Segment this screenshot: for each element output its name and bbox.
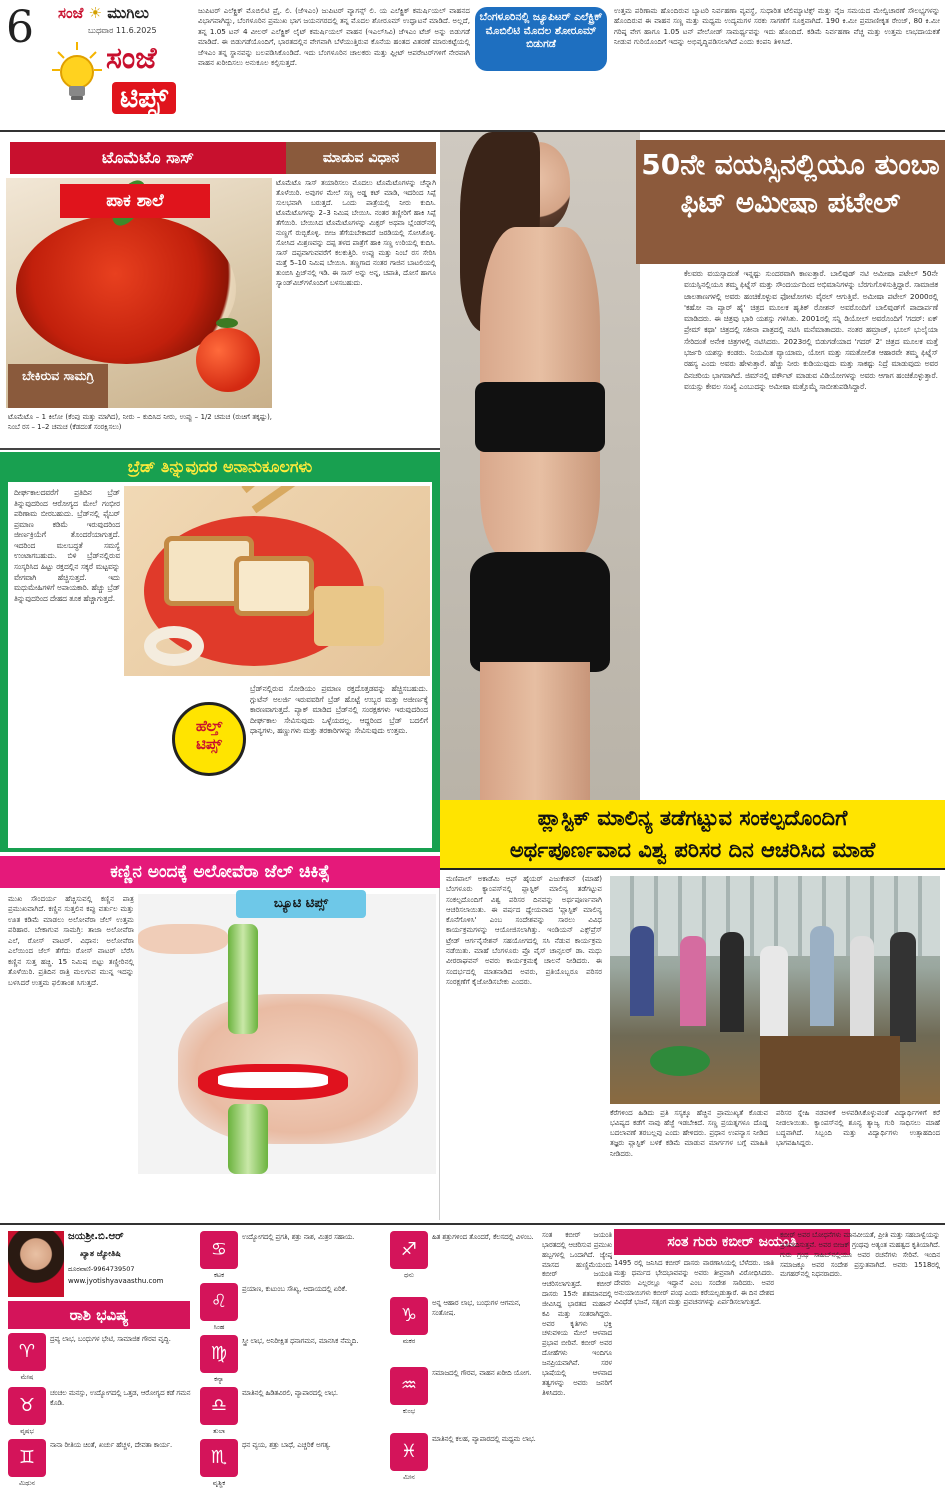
issue-date: ಬುಧವಾರ 11.6.2025 — [88, 26, 157, 35]
leo-icon: ♌ — [200, 1283, 238, 1321]
section-title-line1: ಸಂಜೆ — [106, 41, 157, 76]
aloe-body: ಮುಖ ಸೌಂದರ್ಯ ಹೆಚ್ಚಿಸುವಲ್ಲಿ ಕಣ್ಣಿನ ಪಾತ್ರ ಪ್ರಮುಖವಾಗಿದೆ. ಕಣ್ಣಿನ ಸುತ್ತಲಿನ ಕಪ್ಪು ವರ್ತುಲ ಮತ್ತು ಊತ ಕಡಿಮೆ ಮಾಡಲು ಅಲೋವೆರಾ ಜೆಲ್ ಉತ್ತಮ ಪರಿಹಾರ. ಬೇಕಾಗುವ ಸಾಮಗ್ರಿ: ತಾಜಾ ಅಲೋವೆರಾ ಎಲೆ, ರೋಸ್ ವಾಟರ್. ವಿಧಾನ: ಅಲೋವೆರಾ ಎಲೆಯಿಂದ ಜೆಲ್ ತೆಗೆದು ರೋಸ್ ವಾಟರ್ ಬೆರೆಸಿ ಕಣ್ಣಿನ ಸುತ್ತ ಹಚ್ಚಿ. 15 ನಿಮಿಷ ಬಿಟ್ಟು ತಣ್ಣೀರಿನಲ್ಲಿ ತೊಳೆಯಿರಿ. ಪ್ರತಿದಿನ ರಾತ್ರಿ ಮಲಗುವ ಮುನ್ನ ಇದನ್ನು ಬಳಸಿದರೆ ಉತ್ತಮ ಫಲಿತಾಂಶ ಸಿಗುತ್ತದೆ. — [8, 894, 134, 987]
rashi-sagittarius: ಹಿತ ಶತ್ರುಗಳಿಂದ ತೊಂದರೆ, ಕೆಲಸದಲ್ಲಿ ವಿಳಂಬ. — [432, 1233, 534, 1241]
top-story-col1: ಜುಪಿಟರ್ ಎಲೆಕ್ಟ್ರಿಕ್ ಮೊಬಿಲಿಟಿ ಪ್ರೈ. ಲಿ. (ಜೆಇಎಂ) ಜುಪಿಟರ್ ವ್ಯಾಗನ್ಸ್ ಲಿ. ಯ ಎಲೆಕ್ಟ್ರಿಕ್ ಕಮರ್ಷಿಯಲ್ ವಾಹನದ ವಿಭಾಗವಾಗಿದ್ದು, ಬೆಂಗಳೂರಿನ ಪ್ರಮುಖ ಭಾಗ ಜಯನಗರದಲ್ಲಿ ತನ್ನ ಮೊದಲ ಶೋರೂಮ್ ಉದ್ಘಾಟನೆ ಮಾಡಿದೆ. ಅಲ್ಲದೆ, ತನ್ನ 1.05 ಟನ್ 4 ವೀಲರ್ ಎಲೆಕ್ಟ್ರಿಕ್ ಲೈಟ್ ಕಮರ್ಷಿಯಲ್ ವಾಹನ (ಇಎಲ್‌ಸಿವಿ) ಜೆಇಎಂ ಟೆಜ್ ಅನ್ನು ಬಿಡುಗಡೆ ಮಾಡಿದೆ. ಈ ಬಿಡುಗಡೆಯೊಂದಿಗೆ, ಭಾರತದಲ್ಲಿನ ವೇಗವಾಗಿ ಬೆಳೆಯುತ್ತಿರುವ ಕೊನೆಯ ಹಂತದ ವಿತರಣೆ ಮಾರುಕಟ್ಟೆಯಲ್ಲಿ ಜೆಇಎಂ ತನ್ನ ಸ್ಥಾನವನ್ನು ಬಲಪಡಿಸಿಕೊಂಡಿದೆ. ಇದು ಬೆಂಗಳೂರಿನ ಚಾಲಕರು ಮತ್ತು ಫ್ಲೀಟ್ ಆಪರೇಟರ್‌ಗಳಿಗೆ ನೇರವಾಗಿ ವಾಹನ ಖರೀದಿಸಲು ಅನುಕೂಲ ಕಲ್ಪಿಸುತ್ತದೆ. — [198, 6, 470, 68]
top-story-col2: ಉತ್ತಮ ಪರಿಣಾಮ ಹೊಂದಿರುವ ಬ್ಯಾಟರಿ ನಿರ್ವಹಣಾ ವ್ಯವಸ್ಥೆ, ಸುಧಾರಿತ ಟೆಲಿಮ್ಯಾಟಿಕ್ಸ್ ಮತ್ತು ನೈಜ ಸಮಯದ ಮೇಲ್ವಿಚಾರಣೆ ಸೌಲಭ್ಯಗಳನ್ನು ಹೊಂದಿರುವ ಈ ವಾಹನ ಸಣ್ಣ ಮತ್ತು ಮಧ್ಯಮ ಉದ್ಯಮಗಳ ಸರಕು ಸಾಗಣೆಗೆ ಸೂಕ್ತವಾಗಿದೆ. 190 ಕಿ.ಮೀ ಪ್ರಮಾಣೀಕೃತ ರೇಂಜ್, 80 ಕಿ.ಮೀ ಗರಿಷ್ಠ ವೇಗ ಹಾಗೂ 1.05 ಟನ್ ಪೇಲೋಡ್ ಸಾಮರ್ಥ್ಯವನ್ನು ಇದು ಹೊಂದಿದೆ. ಕಡಿಮೆ ನಿರ್ವಹಣಾ ವೆಚ್ಚ ಮತ್ತು ಉತ್ತಮ ಲಾಭದಾಯಕತೆ ನೀಡುವ ಗುರಿಯೊಂದಿಗೆ ಇದನ್ನು ಅಭಿವೃದ್ಧಿಪಡಿಸಲಾಗಿದೆ ಎಂದು ಕಂಪನಿ ತಿಳಿಸಿದೆ. — [614, 6, 940, 47]
aloe-title: ಕಣ್ಣಿನ ಅಂದಕ್ಕೆ ಅಲೋವೆರಾ ಜೆಲ್ ಚಿಕಿತ್ಸೆ — [0, 856, 440, 888]
rashi-scorpio: ಧನ ವ್ಯಯ, ಶತ್ರು ಬಾಧೆ, ಎಚ್ಚರಿಕೆ ಅಗತ್ಯ. — [242, 1441, 331, 1449]
recipe-method: ಟೊಮೆಟೊ ಸಾಸ್ ತಯಾರಿಸಲು ಮೊದಲು ಟೊಮೆಟೊಗಳನ್ನು ಚೆನ್ನಾಗಿ ತೊಳೆಯಿರಿ. ಅವುಗಳ ಮೇಲೆ ಸಣ್ಣ ಅಡ್ಡ ಕಟ್ ಮಾಡಿ, ಇದರಿಂದ ಸಿಪ್ಪೆ ಸುಲಭವಾಗಿ ಬರುತ್ತದೆ. ಒಂದು ಪಾತ್ರೆಯಲ್ಲಿ ನೀರು ಕುದಿಸಿ. ಟೊಮೆಟೊಗಳನ್ನು 2–3 ನಿಮಿಷ ಬೇಯಿಸಿ. ನಂತರ ತಣ್ಣೀರಿಗೆ ಹಾಕಿ ಸಿಪ್ಪೆ ತೆಗೆಯಿರಿ. ಬೇಯಿಸಿದ ಟೊಮೆಟೊಗಳನ್ನು ಮಿಕ್ಸರ್ ಅಥವಾ ಬ್ಲೆಂಡರ್‌ನಲ್ಲಿ ನುಣ್ಣಗೆ ರುಬ್ಬಿಕೊಳ್ಳಿ. ಬೀಜ ತೆಗೆಯಬೇಕಾದರೆ ಜರಡಿಯಲ್ಲಿ ಸೋಸಿಕೊಳ್ಳಿ. ಸೋಸಿದ ಮಿಶ್ರಣವನ್ನು ದಪ್ಪ ತಳದ ಪಾತ್ರೆಗೆ ಹಾಕಿ ಸಣ್ಣ ಉರಿಯಲ್ಲಿ ಕುದಿಸಿ. ಸಾಸ್ ದಪ್ಪವಾಗುವವರೆಗೆ ಕಲಕುತ್ತಿರಿ. ಉಪ್ಪು ಮತ್ತು ನಿಂಬೆ ರಸ ಸೇರಿಸಿ ಮತ್ತೆ 5–10 ನಿಮಿಷ ಬೇಯಿಸಿ. ತಣ್ಣಗಾದ ನಂತರ ಗಾಜಿನ ಬಾಟಲಿಯಲ್ಲಿ ತುಂಬಿಸಿ ಫ್ರಿಜ್‌ನಲ್ಲಿ ಇಡಿ. ಈ ಸಾಸ್ ಅನ್ನು ಅನ್ನ, ಚಪಾತಿ, ದೋಸೆ ಹಾಗೂ ಸ್ಯಾಂಡ್‌ವಿಚ್‌ಗಳೊಂದಿಗೆ ಬಳಸಬಹುದು. — [276, 179, 436, 287]
bulb-icon — [52, 40, 102, 110]
health-tips-badge: ಹೆಲ್ತ್ ಟಿಪ್ಸ್ — [172, 702, 246, 776]
kabir-title: ಸಂತ ಗುರು ಕಬೀರ್ ಜಯಂತಿ — [614, 1229, 850, 1255]
brand-name: ಸಂಜೆ ☀ ಮುಗಿಲು — [58, 4, 149, 22]
rashi-taurus: ಚಂಚಲ ಮನಸ್ಸು, ಉದ್ಯೋಗದಲ್ಲಿ ಒತ್ತಡ, ಆರೋಗ್ಯದ ಕಡೆ ಗಮನ ಕೊಡಿ. — [50, 1389, 191, 1407]
rashi-cancer: ಉದ್ಯೋಗದಲ್ಲಿ ಪ್ರಗತಿ, ಶತ್ರು ನಾಶ, ಮಿತ್ರರ ಸಹಾಯ. — [242, 1233, 355, 1241]
bread-body-right: ಬ್ರೆಡ್‌ನಲ್ಲಿರುವ ಸೋಡಿಯಂ ಪ್ರಮಾಣ ರಕ್ತದೊತ್ತಡವನ್ನು ಹೆಚ್ಚಿಸಬಹುದು. ಗ್ಲುಟೆನ್ ಅಲರ್ಜಿ ಇರುವವರಿಗೆ ಬ್ರೆಡ್ ಹೊಟ್ಟೆ ಉಬ್ಬರ ಮತ್ತು ಅಜೀರ್ಣಕ್ಕೆ ಕಾರಣವಾಗುತ್ತದೆ. ಪ್ಯಾಕ್ ಮಾಡಿದ ಬ್ರೆಡ್‌ನಲ್ಲಿ ಸಂರಕ್ಷಕಗಳು ಇರುವುದರಿಂದ ದೀರ್ಘಕಾಲ ಸೇವಿಸುವುದು ಒಳ್ಳೆಯದಲ್ಲ. ಆದ್ದರಿಂದ ಬ್ರೆಡ್ ಬದಲಿಗೆ ಧಾನ್ಯಗಳು, ಹಣ್ಣುಗಳು ಮತ್ತು ತರಕಾರಿಗಳನ್ನು ಸೇವಿಸುವುದು ಉತ್ತಮ. — [250, 684, 428, 736]
rashi-pisces: ಮಾತಿನಲ್ಲಿ ಕಲಹ, ವ್ಯಾಪಾರದಲ್ಲಿ ಮಧ್ಯಮ ಲಾಭ. — [432, 1435, 536, 1443]
mahe-headline: ಪ್ಲಾಸ್ಟಿಕ್ ಮಾಲಿನ್ಯ ತಡೆಗಟ್ಟುವ ಸಂಕಲ್ಪದೊಂದಿಗೆ ಅರ್ಥಪೂರ್ಣವಾದ ವಿಶ್ವ ಪರಿಸರ ದಿನ ಆಚರಿಸಿದ ಮಾಹೆ — [440, 800, 945, 870]
bread-section — [0, 452, 440, 852]
kabir-col3: ಕಬೀರ್ ಅವರ ಬೋಧನೆಗಳು ಮಾನವೀಯತೆ, ಪ್ರೀತಿ ಮತ್ತು ಸಹಬಾಳ್ವೆಯನ್ನು ಪ್ರತಿಪಾದಿಸುತ್ತವೆ. ಅವರ ಬೀಜಕ್ ಗ್ರಂಥವು ಅತ್ಯಂತ ಮಹತ್ವದ ಕೃತಿಯಾಗಿದೆ. ಗುರು ಗ್ರಂಥ ಸಾಹಿಬ್‌ನಲ್ಲಿಯೂ ಅವರ ರಚನೆಗಳು ಸೇರಿವೆ. ಇಂದಿನ ಸಮಾಜಕ್ಕೂ ಅವರ ಸಂದೇಶ ಪ್ರಸ್ತುತವಾಗಿದೆ. ಅವರು 1518ರಲ್ಲಿ ಮಗಹರ್‌ನಲ್ಲಿ ನಿಧನರಾದರು. — [780, 1231, 940, 1279]
bread-photo — [124, 486, 430, 676]
taurus-icon: ♉ — [8, 1387, 46, 1425]
kitchen-tag: ಪಾಕ ಶಾಲೆ — [60, 184, 210, 218]
rashi-aries: ದ್ರವ್ಯ ಲಾಭ, ಬಂಧುಗಳ ಭೇಟಿ, ಸಾಮಾಜಿಕ ಗೌರವ ವೃದ್ಧಿ. — [50, 1335, 171, 1343]
top-header-band — [0, 0, 945, 132]
sagittarius-icon: ♐ — [390, 1231, 428, 1269]
virgo-icon: ♍ — [200, 1335, 238, 1373]
mahe-body-3: ಪರಿಸರ ಸ್ನೇಹಿ ನಡವಳಿಕೆ ಅಳವಡಿಸಿಕೊಳ್ಳುವಂತೆ ವಿದ್ಯಾರ್ಥಿಗಳಿಗೆ ಕರೆ ನೀಡಲಾಯಿತು. ಕ್ಯಾಂಪಸ್‌ನಲ್ಲಿ ಶೂನ್ಯ ತ್ಯಾಜ್ಯ ಗುರಿ ಸಾಧಿಸಲು ಮಾಹೆ ಬದ್ಧವಾಗಿದೆ. ಸಿಬ್ಬಂದಿ ಮತ್ತು ವಿದ್ಯಾರ್ಥಿಗಳು ಉತ್ಸಾಹದಿಂದ ಭಾಗವಹಿಸಿದ್ದರು. — [776, 1109, 940, 1148]
cancer-icon: ♋ — [200, 1231, 238, 1269]
mahe-body-2: ಕೆರೆಗಳಿಂದ ಹಿಡಿದು ಪ್ರತಿ ಸಸ್ಯಕ್ಕೂ ಹೆಚ್ಚಿನ ಪ್ರಾಮುಖ್ಯತೆ ಕೊಡುವ ಭವಿಷ್ಯದ ಕಡೆಗೆ ನಾವು ಹೆಜ್ಜೆ ಇಡಬೇಕಿದೆ. ಸಣ್ಣ ಪ್ರಯತ್ನಗಳೂ ದೊಡ್ಡ ಬದಲಾವಣೆ ತರಬಲ್ಲವು ಎಂದು ಹೇಳಿದರು. ಪ್ರಧಾನ ಉಪನ್ಯಾಸ ನೀಡಿದ ತಜ್ಞರು ಪ್ಲಾಸ್ಟಿಕ್ ಬಳಕೆ ಕಡಿಮೆ ಮಾಡುವ ಮಾರ್ಗಗಳ ಬಗ್ಗೆ ಮಾಹಿತಿ ನೀಡಿದರು. — [610, 1109, 768, 1158]
recipe-title: ಟೊಮೆಟೊ ಸಾಸ್ — [10, 142, 286, 174]
ameesha-photo — [440, 132, 640, 800]
bread-body-left: ದೀರ್ಘಕಾಲದವರೆಗೆ ಪ್ರತಿದಿನ ಬ್ರೆಡ್ ತಿನ್ನುವುದರಿಂದ ಆರೋಗ್ಯದ ಮೇಲೆ ಗಂಭೀರ ಪರಿಣಾಮ ಬೀರಬಹುದು. ಬ್ರೆಡ್‌ನಲ್ಲಿ ಫೈಬರ್ ಪ್ರಮಾಣ ಕಡಿಮೆ ಇರುವುದರಿಂದ ಜೀರ್ಣಕ್ರಿಯೆಗೆ ತೊಂದರೆಯಾಗುತ್ತದೆ. ಇದರಿಂದ ಮಲಬದ್ಧತೆ ಸಮಸ್ಯೆ ಉಂಟಾಗಬಹುದು. ಬಿಳಿ ಬ್ರೆಡ್‌ನಲ್ಲಿರುವ ಸಂಸ್ಕರಿಸಿದ ಹಿಟ್ಟು ರಕ್ತದಲ್ಲಿನ ಸಕ್ಕರೆ ಮಟ್ಟವನ್ನು ವೇಗವಾಗಿ ಹೆಚ್ಚಿಸುತ್ತದೆ. ಇದು ಮಧುಮೇಹಿಗಳಿಗೆ ಅಪಾಯಕಾರಿ. ಹೆಚ್ಚು ಬ್ರೆಡ್ ತಿನ್ನುವುದರಿಂದ ದೇಹದ ತೂಕ ಹೆಚ್ಚಾಗುತ್ತದೆ. — [14, 488, 120, 603]
rashi-libra: ಮಾತಿನಲ್ಲಿ ಹಿಡಿತವಿರಲಿ, ವ್ಯಾಪಾರದಲ್ಲಿ ಲಾಭ. — [242, 1389, 339, 1397]
aloe-body-bottom — [140, 1176, 436, 1216]
top-story-headline: ಬೆಂಗಳೂರಿನಲ್ಲಿ ಜ್ಯೂಪಿಟರ್ ಎಲೆಕ್ಟ್ರಿಕ್ ಮೊಬಿಲಿಟಿ ಮೊದಲ ಶೋರೂಮ್ ಬಿಡುಗಡೆ — [475, 7, 607, 71]
astrologer-avatar — [8, 1231, 64, 1297]
gemini-icon: ♊ — [8, 1439, 46, 1477]
section-title-line2: ಟಿಪ್ಸ್ — [112, 82, 176, 114]
aloe-photo — [138, 894, 436, 1174]
bottom-band: ಜಯಶ್ರೀ.ಬಿ.ಆರ್ ಖ್ಯಾತ ಜ್ಯೋತಿಷಿ ದೂರವಾಣಿ-9964739507 www.jyotishyavaasthu.com ರಾಶಿ ಭವಿಷ್ಯ ♈ ಮೇಷ ದ್ರವ್ಯ ಲಾಭ, ಬಂಧುಗಳ ಭೇಟಿ, ಸಾಮಾಜಿಕ ಗೌರವ ವೃದ್ಧಿ. ♉ ವೃಷಭ ಚಂಚಲ ಮನಸ್ಸು, ಉದ್ಯೋಗದಲ್ಲಿ ಒತ್ತಡ, ಆರೋಗ್ಯದ ಕಡೆ ಗಮನ ಕೊಡಿ. ♊ ಮಿಥುನ ನಾನಾ ರೀತಿಯ ಚಿಂತೆ, ಖರ್ಚು ಹೆಚ್ಚಳ, ದೇವತಾ ಕಾರ್ಯ. ♋ ಕಟಕ ಉದ್ಯೋಗದಲ್ಲಿ ಪ್ರಗತಿ, ಶತ್ರು ನಾಶ, ಮಿತ್ರರ ಸಹಾಯ. ♌ ಸಿಂಹ ಪ್ರಯಾಣ, ಕುಟುಂಬ ಸೌಖ್ಯ, ಆದಾಯದಲ್ಲಿ ಏರಿಕೆ. ♍ ಕನ್ಯಾ ಸ್ತ್ರೀ ಲಾಭ, ಅನಿರೀಕ್ಷಿತ ಧನಾಗಮನ, ಮಾನಸಿಕ ನೆಮ್ಮದಿ. ♎ ತುಲಾ ಮಾತಿನಲ್ಲಿ ಹಿಡಿತವಿರಲಿ, ವ್ಯಾಪಾರದಲ್ಲಿ ಲಾಭ. ♏ ವೃಶ್ಚಿಕ ಧನ ವ್ಯಯ, ಶತ್ರು ಬಾಧೆ, ಎಚ್ಚರಿಕೆ ಅಗತ್ಯ. ♐ ಧನು ಹಿತ ಶತ್ರುಗಳಿಂದ ತೊಂದರೆ, ಕೆಲಸದಲ್ಲಿ ವಿಳಂಬ. ♑ ಮಕರ ಅನ್ನ ಆಹಾರ ಲಾಭ, ಬಂಧುಗಳ ಆಗಮನ, ಸಂತೋಷ. ♒ ಕುಂಭ ಸಮಾಜದಲ್ಲಿ ಗೌರವ, ವಾಹನ ಖರೀದಿ ಯೋಗ. ♓ ಮೀನ ಮಾತಿನಲ್ಲಿ ಕಲಹ, ವ್ಯಾಪಾರದಲ್ಲಿ ಮಧ್ಯಮ ಲಾಭ. ಸಂತ ಕಬೀರ್ ಜಯಂತಿ ಭಾರತದಲ್ಲಿ ಆಚರಿಸುವ ಪ್ರಮುಖ ಹಬ್ಬಗಳಲ್ಲಿ ಒಂದಾಗಿದೆ. ಜ್ಯೇಷ್ಠ ಮಾಸದ ಹುಣ್ಣಿಮೆಯಂದು ಕಬೀರ್ ಜಯಂತಿ ಆಚರಿಸಲಾಗುತ್ತದೆ. ಕಬೀರ್ ದಾಸರು 15ನೇ ಶತಮಾನದಲ್ಲಿ ಜೀವಿಸಿದ್ದ ಭಾರತದ ಮಹಾನ್ ಕವಿ ಮತ್ತು ಸಂತರಾಗಿದ್ದರು. ಅವರ ಕೃತಿಗಳು ಭಕ್ತಿ ಚಳುವಳಿಯ ಮೇಲೆ ಆಳವಾದ ಪ್ರಭಾವ ಬೀರಿವೆ. ಕಬೀರ್ ಅವರ ದೋಹೆಗಳು ಇಂದಿಗೂ ಜನಪ್ರಿಯವಾಗಿವೆ. ಸರಳ ಭಾಷೆಯಲ್ಲಿ ಆಳವಾದ ತತ್ವಗಳನ್ನು ಅವರು ಜನರಿಗೆ ತಿಳಿಸಿದರು. ಸಂತ ಗುರು ಕಬೀರ್ ಜಯಂತಿ 1495 ರಲ್ಲಿ ಜನಿಸಿದ ಕಬೀರ್ ದಾಸರು ವಾರಣಾಸಿಯಲ್ಲಿ ಬೆಳೆದರು. ಜಾತಿ ಮತ್ತು ಧರ್ಮದ ಭೇದಭಾವವನ್ನು ಅವರು ತೀವ್ರವಾಗಿ ವಿರೋಧಿಸಿದರು. ದೇವರು ಎಲ್ಲರಲ್ಲೂ ಇದ್ದಾನೆ ಎಂಬ ಸಂದೇಶ ಸಾರಿದರು. ಅವರ ಅನುಯಾಯಿಗಳು ಕಬೀರ್ ಪಂಥ ಎಂದು ಕರೆಯಲ್ಪಡುತ್ತಾರೆ. ಈ ದಿನ ದೇಶದ ವಿವಿಧೆಡೆ ಭಜನೆ, ಸತ್ಸಂಗ ಮತ್ತು ಪ್ರವಚನಗಳನ್ನು ಏರ್ಪಡಿಸಲಾಗುತ್ತದೆ. ಕಬೀರ್ ಅವರ ಬೋಧನೆಗಳು ಮಾನವೀಯತೆ, ಪ್ರೀತಿ ಮತ್ತು ಸಹಬಾಳ್ವೆಯನ್ನು ಪ್ರತಿಪಾದಿಸುತ್ತವೆ. ಅವರ ಬೀಜಕ್ ಗ್ರಂಥವು ಅತ್ಯಂತ ಮಹತ್ವದ ಕೃತಿಯಾಗಿದೆ. ಗುರು ಗ್ರಂಥ ಸಾಹಿಬ್‌ನಲ್ಲಿಯೂ ಅವರ ರಚನೆಗಳು ಸೇರಿವೆ. ಇಂದಿನ ಸಮಾಜಕ್ಕೂ ಅವರ ಸಂದೇಶ ಪ್ರಸ್ತುತವಾಗಿದೆ. ಅವರು 1518ರಲ್ಲಿ ಮಗಹರ್‌ನಲ್ಲಿ ನಿಧನರಾದರು. — [0, 1223, 945, 1491]
mahe-body-1: ಮಣಿಪಾಲ್ ಅಕಾಡೆಮಿ ಆಫ್ ಹೈಯರ್ ಎಜುಕೇಶನ್ (ಮಾಹೆ) ಬೆಂಗಳೂರು ಕ್ಯಾಂಪಸ್‌ನಲ್ಲಿ ಪ್ಲಾಸ್ಟಿಕ್ ಮಾಲಿನ್ಯ ತಡೆಗಟ್ಟುವ ಸಂಕಲ್ಪದೊಂದಿಗೆ ವಿಶ್ವ ಪರಿಸರ ದಿನವನ್ನು ಅರ್ಥಪೂರ್ಣವಾಗಿ ಆಚರಿಸಲಾಯಿತು. ಈ ವರ್ಷದ ಧ್ಯೇಯವಾದ 'ಪ್ಲಾಸ್ಟಿಕ್ ಮಾಲಿನ್ಯ ಕೊನೆಗೊಳಿಸಿ' ಎಂಬ ಸಂದೇಶವನ್ನು ಸಾರಲು ವಿವಿಧ ಕಾರ್ಯಕ್ರಮಗಳನ್ನು ಆಯೋಜಿಸಲಾಗಿತ್ತು. ಇಂಡಿಯನ್ ಎಕ್ಸ್‌ಪ್ರೆಸ್ ಟ್ರೇಡ್ ಆರ್ಗನೈಸೇಶನ್ ಸಹಯೋಗದಲ್ಲಿ ಸಸಿ ನೆಡುವ ಕಾರ್ಯಕ್ರಮ ನಡೆಯಿತು. ಮಾಹೆ ಬೆಂಗಳೂರು ಪ್ರೊ ವೈಸ್ ಚಾನ್ಸಲರ್ ಡಾ. ಮಧು ವೀರರಾಘವನ್ ಅವರು ಕಾರ್ಯಕ್ರಮಕ್ಕೆ ಚಾಲನೆ ನೀಡಿದರು. ಈ ಸಂದರ್ಭದಲ್ಲಿ ಮಾತನಾಡಿದ ಅವರು, ಪ್ರತಿಯೊಬ್ಬರೂ ಪರಿಸರ ಸಂರಕ್ಷಣೆಗೆ ಕೈಜೋಡಿಸಬೇಕು ಎಂದರು. — [446, 874, 602, 986]
ingredients-label: ಬೇಕಿರುವ ಸಾಮಗ್ರಿ — [8, 364, 108, 408]
rashi-leo: ಪ್ರಯಾಣ, ಕುಟುಂಬ ಸೌಖ್ಯ, ಆದಾಯದಲ್ಲಿ ಏರಿಕೆ. — [242, 1285, 348, 1293]
astrologer-name: ಜಯಶ್ರೀ.ಬಿ.ಆರ್ — [68, 1231, 124, 1242]
beauty-tips-badge: ಬ್ಯೂಟಿ ಟಿಪ್ಸ್ — [236, 890, 366, 918]
astrologer-website: www.jyotishyavaasthu.com — [68, 1277, 164, 1285]
capricorn-icon: ♑ — [390, 1297, 428, 1335]
recipe-section — [0, 138, 440, 450]
rashi-gemini: ನಾನಾ ರೀತಿಯ ಚಿಂತೆ, ಖರ್ಚು ಹೆಚ್ಚಳ, ದೇವತಾ ಕಾರ್ಯ. — [50, 1441, 173, 1449]
scorpio-icon: ♏ — [200, 1439, 238, 1477]
aries-icon: ♈ — [8, 1333, 46, 1371]
top-story-col1b — [474, 74, 610, 128]
page-number: 6 — [6, 2, 34, 53]
libra-icon: ♎ — [200, 1387, 238, 1425]
horoscope-title: ರಾಶಿ ಭವಿಷ್ಯ — [8, 1301, 190, 1329]
astrologer-title: ಖ್ಯಾತ ಜ್ಯೋತಿಷಿ — [80, 1249, 121, 1258]
ameesha-headline: 50ನೇ ವಯಸ್ಸಿನಲ್ಲಿಯೂ ತುಂಬಾ ಫಿಟ್ ಅಮೀಷಾ ಪಟೇಲ್ — [636, 140, 945, 264]
recipe-method-label: ಮಾಡುವ ವಿಧಾನ — [286, 142, 436, 174]
aloe-section — [0, 888, 440, 1220]
astrologer-phone: ದೂರವಾಣಿ-9964739507 — [68, 1265, 135, 1273]
kabir-col1: ಸಂತ ಕಬೀರ್ ಜಯಂತಿ ಭಾರತದಲ್ಲಿ ಆಚರಿಸುವ ಪ್ರಮುಖ ಹಬ್ಬಗಳಲ್ಲಿ ಒಂದಾಗಿದೆ. ಜ್ಯೇಷ್ಠ ಮಾಸದ ಹುಣ್ಣಿಮೆಯಂದು ಕಬೀರ್ ಜಯಂತಿ ಆಚರಿಸಲಾಗುತ್ತದೆ. ಕಬೀರ್ ದಾಸರು 15ನೇ ಶತಮಾನದಲ್ಲಿ ಜೀವಿಸಿದ್ದ ಭಾರತದ ಮಹಾನ್ ಕವಿ ಮತ್ತು ಸಂತರಾಗಿದ್ದರು. ಅವರ ಕೃತಿಗಳು ಭಕ್ತಿ ಚಳುವಳಿಯ ಮೇಲೆ ಆಳವಾದ ಪ್ರಭಾವ ಬೀರಿವೆ. ಕಬೀರ್ ಅವರ ದೋಹೆಗಳು ಇಂದಿಗೂ ಜನಪ್ರಿಯವಾಗಿವೆ. ಸರಳ ಭಾಷೆಯಲ್ಲಿ ಆಳವಾದ ತತ್ವಗಳನ್ನು ಅವರು ಜನರಿಗೆ ತಿಳಿಸಿದರು. — [542, 1231, 612, 1397]
pisces-icon: ♓ — [390, 1433, 428, 1471]
kabir-col2: 1495 ರಲ್ಲಿ ಜನಿಸಿದ ಕಬೀರ್ ದಾಸರು ವಾರಣಾಸಿಯಲ್ಲಿ ಬೆಳೆದರು. ಜಾತಿ ಮತ್ತು ಧರ್ಮದ ಭೇದಭಾವವನ್ನು ಅವರು ತೀವ್ರವಾಗಿ ವಿರೋಧಿಸಿದರು. ದೇವರು ಎಲ್ಲರಲ್ಲೂ ಇದ್ದಾನೆ ಎಂಬ ಸಂದೇಶ ಸಾರಿದರು. ಅವರ ಅನುಯಾಯಿಗಳು ಕಬೀರ್ ಪಂಥ ಎಂದು ಕರೆಯಲ್ಪಡುತ್ತಾರೆ. ಈ ದಿನ ದೇಶದ ವಿವಿಧೆಡೆ ಭಜನೆ, ಸತ್ಸಂಗ ಮತ್ತು ಪ್ರವಚನಗಳನ್ನು ಏರ್ಪಡಿಸಲಾಗುತ್ತದೆ. — [614, 1259, 774, 1307]
rashi-virgo: ಸ್ತ್ರೀ ಲಾಭ, ಅನಿರೀಕ್ಷಿತ ಧನಾಗಮನ, ಮಾನಸಿಕ ನೆಮ್ಮದಿ. — [242, 1337, 359, 1345]
bread-title: ಬ್ರೆಡ್ ತಿನ್ನುವುದರ ಅನಾನುಕೂಲಗಳು — [127, 457, 313, 476]
mahe-photo — [610, 876, 940, 1104]
rashi-aquarius: ಸಮಾಜದಲ್ಲಿ ಗೌರವ, ವಾಹನ ಖರೀದಿ ಯೋಗ. — [432, 1369, 532, 1377]
ameesha-article: ಕೆಲವರು ವಯಸ್ಸಾದಂತೆ ಇನ್ನಷ್ಟು ಸುಂದರವಾಗಿ ಕಾಣುತ್ತಾರೆ. ಬಾಲಿವುಡ್ ನಟಿ ಅಮೀಷಾ ಪಟೇಲ್ 50ನೇ ವಯಸ್ಸಿನಲ್ಲಿಯೂ ತಮ್ಮ ಫಿಟ್ನೆಸ್ ಮತ್ತು ಸೌಂದರ್ಯದಿಂದ ಅಭಿಮಾನಿಗಳನ್ನು ಬೆರಗುಗೊಳಿಸುತ್ತಿದ್ದಾರೆ. ಸಾಮಾಜಿಕ ಜಾಲತಾಣಗಳಲ್ಲಿ ಅವರು ಹಂಚಿಕೊಳ್ಳುವ ಫೋಟೋಗಳು ವೈರಲ್ ಆಗುತ್ತಿವೆ. ಅಮೀಷಾ ಪಟೇಲ್ 2000ರಲ್ಲಿ 'ಕಹೋ ನಾ ಪ್ಯಾರ್ ಹೈ' ಚಿತ್ರದ ಮೂಲಕ ಹೃತಿಕ್ ರೋಶನ್ ಅವರೊಂದಿಗೆ ಬಾಲಿವುಡ್‌ಗೆ ಪಾದಾರ್ಪಣೆ ಮಾಡಿದರು. ಈ ಚಿತ್ರವು ಭಾರಿ ಯಶಸ್ಸು ಗಳಿಸಿತು. 2001ರಲ್ಲಿ ಸನ್ನಿ ಡಿಯೋಲ್ ಅವರೊಂದಿಗೆ 'ಗದರ್: ಏಕ್ ಪ್ರೇಮ್ ಕಥಾ' ಚಿತ್ರದಲ್ಲಿ ಸಕೀನಾ ಪಾತ್ರದಲ್ಲಿ ನಟಿಸಿ ಮನೆಮಾತಾದರು. ನಂತರ ಹಮ್ರಾಜ್, ಭೂಲ್ ಭುಲೈಯಾ ಸೇರಿದಂತೆ ಅನೇಕ ಚಿತ್ರಗಳಲ್ಲಿ ನಟಿಸಿದರು. 2023ರಲ್ಲಿ ಬಿಡುಗಡೆಯಾದ 'ಗದರ್ 2' ಚಿತ್ರದ ಮೂಲಕ ಮತ್ತೆ ಭರ್ಜರಿ ಯಶಸ್ಸು ಕಂಡರು. ನಿಯಮಿತ ವ್ಯಾಯಾಮ, ಯೋಗ ಮತ್ತು ಸಮತೋಲಿತ ಆಹಾರವೇ ತಮ್ಮ ಫಿಟ್ನೆಸ್ ರಹಸ್ಯ ಎಂದು ಅವರು ಹೇಳುತ್ತಾರೆ. ಹೆಚ್ಚು ನೀರು ಕುಡಿಯುವುದು ಮತ್ತು ಸಾಕಷ್ಟು ನಿದ್ರೆ ಮಾಡುವುದು ಅವರ ದಿನಚರಿಯ ಭಾಗವಾಗಿದೆ. ಜಿಮ್‌ನಲ್ಲಿ ವರ್ಕೌಟ್ ಮಾಡುವ ವಿಡಿಯೋಗಳನ್ನು ಅವರು ಆಗಾಗ ಹಂಚಿಕೊಳ್ಳುತ್ತಾರೆ. ವಯಸ್ಸು ಕೇವಲ ಸಂಖ್ಯೆ ಎಂಬುದನ್ನು ಅಮೀಷಾ ಮತ್ತೊಮ್ಮೆ ಸಾಬೀತುಪಡಿಸಿದ್ದಾರೆ. — [684, 269, 938, 391]
rashi-capricorn: ಅನ್ನ ಆಹಾರ ಲಾಭ, ಬಂಧುಗಳ ಆಗಮನ, ಸಂತೋಷ. — [432, 1299, 521, 1317]
aquarius-icon: ♒ — [390, 1367, 428, 1405]
recipe-ingredients: ಟೊಮೆಟೊ – 1 ಕಿಲೋ (ಕೆಂಪು ಮತ್ತು ಮಾಗಿದ), ನೀರು – ಕುದಿಸಿದ ನೀರು, ಉಪ್ಪು – 1/2 ಚಮಚ (ರುಚಿಗೆ ತಕ್ಕಷ್ಟು), ನಿಂಬೆ ರಸ – 1–2 ಚಮಚ (ಕೆಡದಂತೆ ಸಂರಕ್ಷಿಸಲು) — [8, 413, 272, 431]
section-logo — [52, 4, 192, 130]
